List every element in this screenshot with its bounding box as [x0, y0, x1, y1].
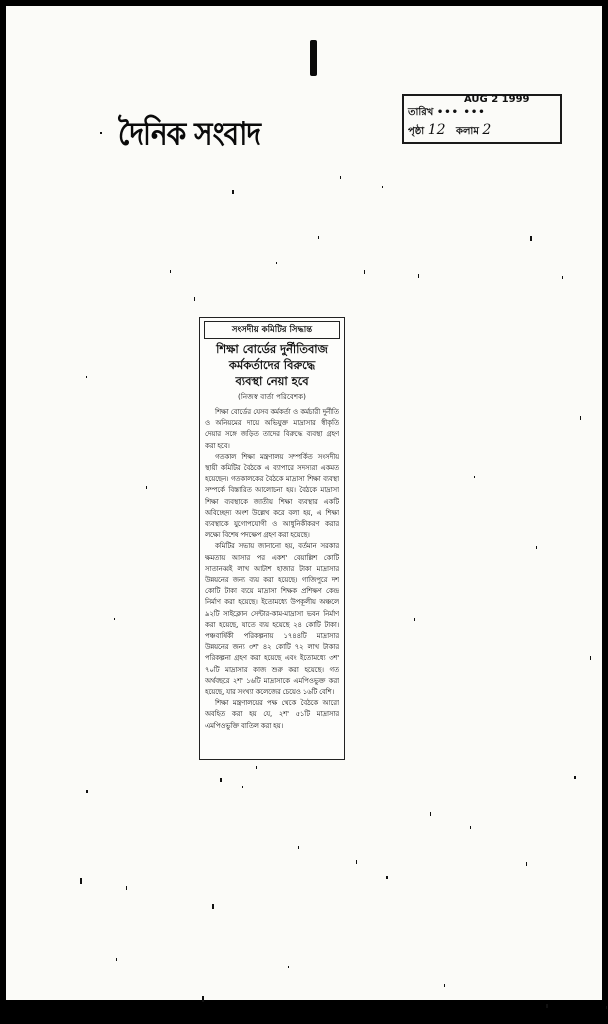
- scan-speck: [356, 860, 357, 864]
- scan-speck: [606, 1006, 607, 1009]
- scan-speck: [86, 790, 88, 793]
- scan-speck: [114, 618, 115, 620]
- scan-speck: [340, 176, 341, 179]
- scan-speck: [298, 846, 299, 849]
- scan-speck: [318, 236, 319, 239]
- stamp-date-row: [408, 105, 486, 122]
- scan-speck: [232, 190, 234, 194]
- scan-speck: [414, 618, 415, 621]
- scan-speck: [562, 276, 563, 279]
- scan-speck: [526, 862, 527, 866]
- scan-speck: [546, 1004, 548, 1008]
- scan-speck: [364, 270, 365, 274]
- newspaper-page: [6, 6, 602, 1000]
- scan-speck: [386, 876, 388, 879]
- scan-speck: [170, 270, 171, 273]
- article-byline: (নিজস্ব বার্তা পরিবেশক): [238, 392, 306, 401]
- archive-stamp: [402, 94, 562, 144]
- headline-line: শিক্ষা বোর্ডের দুর্নীতিবাজ: [216, 342, 328, 356]
- scan-speck: [276, 262, 277, 264]
- scan-speck: [100, 132, 102, 134]
- scan-speck: [220, 778, 222, 782]
- stamp-date: AUG 2 1999: [464, 94, 530, 105]
- scan-speck: [86, 376, 87, 378]
- scan-speck: [470, 826, 471, 829]
- scan-mark: [310, 40, 317, 76]
- scan-speck: [430, 812, 431, 816]
- scan-speck: [242, 786, 243, 788]
- scan-speck: [288, 966, 289, 968]
- article-paragraph: শিক্ষা বোর্ডের যেসব কর্মকর্তা ও কর্মচারী দুর্নীতি ও অনিয়মের দায়ে অভিযুক্ত মাদ্রাসার স্বীকৃতি দেয়ার সঙ্গে জড়িত তাদের বিরুদ্ধে ব্যবস্থা গ্রহণ করা হবে।: [205, 408, 339, 450]
- scan-speck: [444, 984, 445, 987]
- scan-speck: [126, 886, 127, 890]
- scan-speck: [256, 766, 257, 769]
- headline-line: ব্যবস্থা নেয়া হবে: [235, 374, 309, 388]
- scan-speck: [80, 878, 82, 884]
- headline-line: কর্মকর্তাদের বিরুদ্ধে: [228, 358, 316, 372]
- stamp-dots: ••• •••: [436, 107, 486, 118]
- article-paragraph: গতকাল শিক্ষা মন্ত্রণালয় সম্পর্কিত সংসদীয় স্থায়ী কমিটির বৈঠকে এ ব্যাপারে সদস্যরা একমত হয়েছেন। গতকালকের বৈঠকে মাদ্রাসা শিক্ষা ব্যবস্থা সম্পর্কে বিস্তারিত আলোচনা হয়। বৈঠকে মাদ্রাসা শিক্ষা ব্যবস্থাকে জাতীয় শিক্ষা ব্যবস্থার একটি অবিচ্ছেদ্য অংশ উল্লেখ করে বলা হয়, এ শিক্ষা ব্যবস্থাকে যুগোপযোগী ও আধুনিকীকরণ করার লক্ষ্যে বিশেষ পদক্ষেপ গ্রহণ করা হয়েছে।: [205, 452, 339, 540]
- article-kicker: সংসদীয় কমিটির সিদ্ধান্ত: [204, 321, 340, 339]
- stamp-page-label: পৃষ্ঠা: [408, 126, 425, 137]
- article-paragraph: কমিটির সভায় জানানো হয়, বর্তমান সরকার ক্ষমতায় আসার পর একশ' বেয়াল্লিশ কোটি সাতানব্বই লাখ আটাশ হাজার টাকা মাদ্রাসার উন্নয়নের জন্য ব্যয় করা হয়েছে। গাজিপুরে দশ কোটি টাকা ব্যয়ে মাদ্রাসা শিক্ষক প্রশিক্ষণ কেন্দ্র নির্মাণ করা হয়েছে। ইতোমধ্যে উপকূলীয় অঞ্চলে ৯২টি সাইক্লোন সেন্টার-কাম-মাদ্রাসা ভবন নির্মাণ করা হয়েছে, যাতে ব্যয় হয়েছে ২৪ কোটি টাকা। পঞ্চবার্ষিকী পরিকল্পনায় ১৭৪৪টি মাদ্রাসার উন্নয়নের জন্য ৩শ' ৪২ কোটি ৭২ লাখ টাকার পরিকল্পনা গ্রহণ করা হয়েছে এবং ইতোমধ্যে ৩শ' ৭০টি মাদ্রাসার কাজ শুরু করা হয়েছে। গত অর্থবছরে ২শ' ১৬টি মাদ্রাসাকে এমপিওভুক্ত করা হয়েছে, যার সংখ্যা কলেজের চেয়েও ১৬টি বেশি।: [205, 542, 339, 697]
- article-headline: [205, 341, 339, 389]
- stamp-date-label: তারিখ: [408, 107, 434, 118]
- article-paragraph: শিক্ষা মন্ত্রণালয়ের পক্ষ থেকে বৈঠকে আরো অবহিত করা হয় যে, ২শ' ৫১টি মাদ্রাসার এমপিওভুক্তি বাতিল করা হয়।: [205, 699, 339, 730]
- article-body: [205, 407, 339, 762]
- scan-speck: [146, 486, 147, 489]
- scan-speck: [530, 236, 532, 241]
- scan-speck: [590, 656, 591, 660]
- stamp-column-value: 2: [482, 122, 492, 138]
- news-clipping: [199, 317, 345, 760]
- scan-speck: [212, 904, 214, 909]
- scan-speck: [382, 186, 383, 188]
- scan-speck: [474, 476, 475, 478]
- stamp-column-label: কলাম: [455, 126, 479, 137]
- scan-speck: [580, 416, 581, 420]
- scan-speck: [536, 546, 537, 549]
- newspaper-masthead: দৈনিক সংবাদ: [118, 114, 261, 153]
- scan-speck: [116, 958, 117, 961]
- scan-speck: [202, 996, 204, 1002]
- stamp-page-value: 12: [427, 122, 446, 138]
- scan-speck: [418, 274, 419, 278]
- scan-speck: [194, 297, 195, 301]
- stamp-page-row: [408, 122, 491, 141]
- scan-speck: [574, 776, 576, 779]
